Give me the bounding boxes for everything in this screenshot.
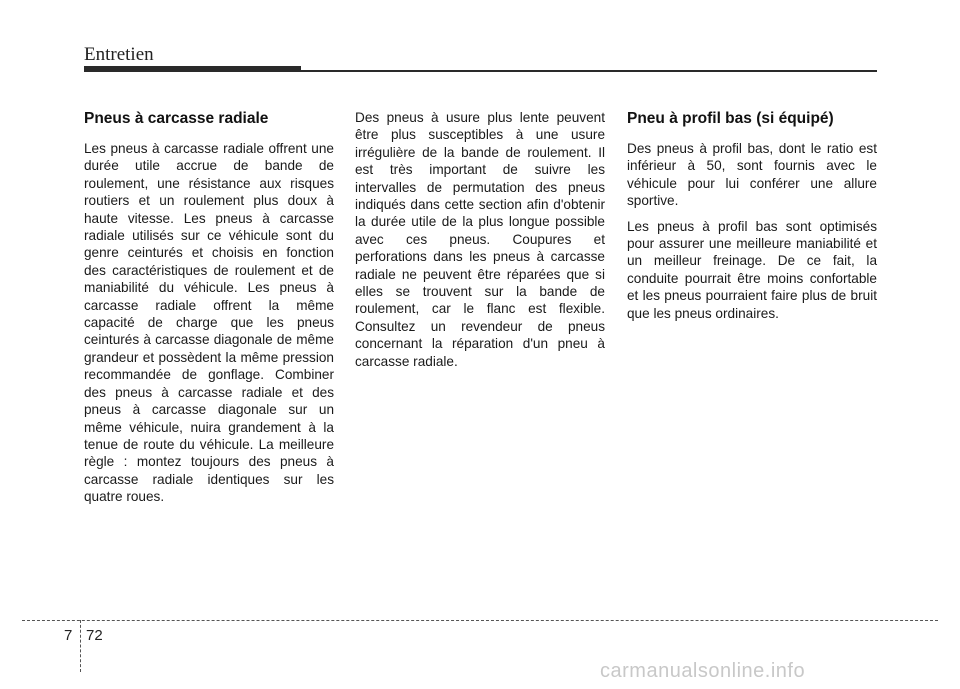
footer-dashed-rule bbox=[22, 620, 938, 621]
chapter-number: 7 bbox=[64, 627, 73, 644]
paragraph: Des pneus à usure plus lente peuvent être plus susceptibles à une usure irrégulière de la bande de roulement. Il est très important de suivre les intervalles de permutation des pneus indiqués dans cette section afin d'obtenir la durée utile de la plus longue possible avec ces pneus. Coupures et perforations dans les pneus à carcasse radiale ne peuvent être réparées que si elles se trouvent sur la bande de roulement, car le flanc est flexible. Consultez un revendeur de pneus concernant la réparation d'un pneu à carcasse radiale. bbox=[355, 110, 605, 369]
column-radial-tires bbox=[84, 110, 334, 514]
footer-dashed-divider bbox=[80, 620, 81, 672]
header-bar bbox=[84, 66, 301, 72]
column-low-profile-tires bbox=[627, 110, 877, 330]
header-rule bbox=[301, 70, 877, 72]
paragraph: Des pneus à profil bas, dont le ratio est inférieur à 50, sont fournis avec le véhicule pour lui conférer une allure sportive. bbox=[627, 141, 877, 209]
heading-low-profile-tires: Pneu à profil bas (si équipé) bbox=[627, 110, 834, 127]
column-radial-tires-continued bbox=[355, 109, 605, 378]
paragraph: Les pneus à profil bas sont optimisés pour assurer une meilleure maniabilité et un meilleur freinage. De ce fait, la conduite pourrait être moins confortable et les pneus pourraient faire plus de bruit que les pneus ordinaires. bbox=[627, 218, 877, 321]
section-title: Entretien bbox=[84, 44, 154, 65]
watermark: carmanualsonline.info bbox=[600, 660, 806, 682]
paragraph: Les pneus à carcasse radiale offrent une durée utile accrue de bande de roulement, une résistance aux risques routiers et un roulement plus doux à haute vitesse. Les pneus à carcasse radiale utilisés sur ce véhicule sont du genre ceinturés et choisis en fonction des caractéristiques de roulement et de maniabilité du véhicule. Les pneus à carcasse radiale offrent la même capacité de charge que les pneus ceinturés à carcasse diagonale de même grandeur et possèdent la même pression recommandée de gonflage. Combiner des pneus à carcasse radiale et des pneus à carcasse diagonale sur un même véhicule, nuira grandement à la tenue de route du véhicule. La meilleure règle : montez toujours des pneus à carcasse radiale identiques sur les quatre roues. bbox=[84, 141, 334, 505]
page-number: 72 bbox=[86, 627, 103, 644]
heading-radial-tires: Pneus à carcasse radiale bbox=[84, 110, 269, 127]
